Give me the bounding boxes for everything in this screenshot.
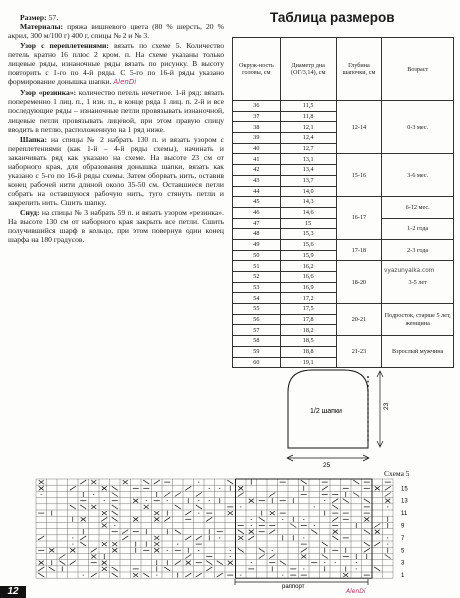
materials-label: Материалы: bbox=[20, 22, 64, 32]
stitch-symbol bbox=[364, 542, 370, 546]
stitch-symbol bbox=[112, 548, 117, 552]
stitch-symbol bbox=[133, 573, 138, 577]
stitch-symbol bbox=[206, 561, 212, 565]
stitch-symbol bbox=[269, 530, 275, 534]
stitch-symbol bbox=[154, 511, 159, 515]
stitch-symbol bbox=[39, 480, 44, 484]
header-diameter: Диаметр дна (ОГ/3,14), см bbox=[280, 38, 336, 101]
stitch-symbol bbox=[122, 530, 128, 534]
circumference-cell: 57 bbox=[233, 325, 281, 336]
stitch-symbol bbox=[238, 536, 243, 540]
circumference-cell: 39 bbox=[233, 133, 281, 144]
circumference-cell: 38 bbox=[233, 122, 281, 133]
diameter-cell: 17,5 bbox=[280, 304, 336, 315]
stitch-symbol bbox=[91, 555, 96, 559]
stitch-symbol bbox=[269, 493, 275, 497]
diameter-cell: 12,4 bbox=[280, 133, 336, 144]
diameter-cell: 14,0 bbox=[280, 186, 336, 197]
stitch-symbol bbox=[364, 517, 369, 521]
row-number: 15 bbox=[401, 486, 408, 493]
size-value: 57. bbox=[48, 13, 59, 22]
rib-pattern-paragraph bbox=[8, 88, 224, 133]
stitch-symbol bbox=[112, 493, 118, 497]
diameter-cell: 14,3 bbox=[280, 197, 336, 208]
header-circumference: Окруж-ность головы, см bbox=[233, 38, 281, 101]
chart-grid bbox=[36, 479, 393, 578]
row-number: 3 bbox=[401, 560, 405, 567]
size-table bbox=[232, 37, 454, 368]
stitch-symbol bbox=[164, 567, 170, 571]
stitch-symbol bbox=[144, 505, 149, 509]
age-cell: Подросток, старше 5 лет, женщина bbox=[382, 304, 454, 336]
cross-pattern-text: вязать по схеме 5. Количество петель кратно 16 плюс 2 кром. п. На схеме указаны только лицевые ряды, изнаночные ряды вязать по рисунку. В высоту повторить с 1-го по 4-й ряды. С 5-го по 16-й ряды указано формирование донышка шапки. bbox=[8, 41, 224, 87]
stitch-symbol bbox=[154, 536, 159, 540]
rib-pattern-text: количество петель нечетное. 1-й ряд: вязать попеременно 1 лиц. п., 1 изн. п., в конце ряда 1 лиц. п. 2-й и все последующие ряды – изнаночные петли провязывать изнаночной, лицевые петли провязывать лицевой, при этом правую спицу вводить в петлю, расположенную на 1 ряд ниже. bbox=[8, 88, 225, 134]
diameter-cell: 11,8 bbox=[280, 111, 336, 122]
row-number: 7 bbox=[401, 535, 405, 542]
diameter-cell: 12,7 bbox=[280, 143, 336, 154]
stitch-symbol bbox=[175, 493, 181, 497]
stitch-symbol bbox=[80, 542, 86, 546]
circumference-cell: 37 bbox=[233, 111, 281, 122]
stitch-symbol bbox=[332, 517, 338, 521]
stitch-symbol bbox=[228, 561, 233, 565]
scarf-paragraph bbox=[8, 208, 224, 244]
stitch-symbol bbox=[259, 555, 265, 559]
stitch-symbol bbox=[112, 567, 118, 571]
repeat-label: раппорт bbox=[282, 584, 305, 590]
stitch-symbol bbox=[364, 530, 370, 534]
diameter-cell: 19,1 bbox=[280, 357, 336, 368]
stitch-symbol bbox=[112, 517, 118, 521]
circumference-cell: 60 bbox=[233, 357, 281, 368]
knitting-chart bbox=[30, 478, 440, 594]
stitch-symbol bbox=[102, 542, 107, 546]
stitch-symbol bbox=[385, 555, 391, 559]
stitch-symbol bbox=[143, 573, 149, 577]
stitch-symbol bbox=[154, 517, 159, 521]
circumference-cell: 36 bbox=[233, 101, 281, 112]
stitch-symbol bbox=[374, 567, 380, 571]
stitch-symbol bbox=[133, 499, 138, 503]
stitch-symbol bbox=[112, 573, 118, 577]
stitch-symbol bbox=[332, 536, 338, 540]
half-cap-label: 1/2 шапки bbox=[310, 408, 342, 415]
stitch-symbol bbox=[311, 530, 317, 534]
scarf-text: на спицы № 3 набрать 59 п. и вязать узором «резинка». На высоте 130 см от наборного края закрыть все петли. Сшить получившийся шарф в кольцо, при этом повернув один конец шарфа на 180 градусов. bbox=[8, 207, 224, 245]
depth-cell: 16-17 bbox=[336, 197, 382, 240]
stitch-symbol bbox=[154, 542, 159, 546]
stitch-symbol bbox=[364, 548, 370, 552]
diameter-cell: 17,8 bbox=[280, 314, 336, 325]
stitch-symbol bbox=[122, 536, 128, 540]
circumference-cell: 50 bbox=[233, 250, 281, 261]
age-cell: Взрослый мужчина bbox=[382, 336, 454, 368]
stitch-symbol bbox=[374, 542, 380, 546]
diameter-cell: 15,6 bbox=[280, 239, 336, 250]
age-cell: 1-2 года bbox=[382, 218, 454, 239]
stitch-symbol bbox=[353, 480, 359, 484]
stitch-symbol bbox=[332, 499, 338, 503]
age-cell: 3-6 мес. bbox=[382, 154, 454, 197]
stitch-symbol bbox=[375, 486, 380, 490]
diameter-cell: 17,2 bbox=[280, 293, 336, 304]
stitch-symbol bbox=[102, 524, 107, 528]
diameter-cell: 15 bbox=[280, 218, 336, 229]
stitch-symbol bbox=[301, 480, 307, 484]
circumference-cell: 53 bbox=[233, 282, 281, 293]
scarf-label: Снуд: bbox=[20, 207, 40, 217]
stitch-symbol bbox=[259, 517, 265, 521]
diameter-cell: 15,9 bbox=[280, 250, 336, 261]
stitch-symbol bbox=[196, 505, 202, 509]
page-number: 12 bbox=[0, 586, 26, 598]
stitch-symbol bbox=[154, 548, 159, 552]
stitch-symbol bbox=[133, 517, 138, 521]
width-label: 25 bbox=[323, 462, 331, 468]
stitch-symbol bbox=[91, 480, 96, 484]
stitch-symbol bbox=[374, 524, 380, 528]
circumference-cell: 44 bbox=[233, 186, 281, 197]
stitch-symbol bbox=[164, 493, 170, 497]
diameter-cell: 13,4 bbox=[280, 165, 336, 176]
stitch-symbol bbox=[217, 573, 223, 577]
circumference-cell: 54 bbox=[233, 293, 281, 304]
diameter-cell: 16,2 bbox=[280, 261, 336, 272]
row-number: 13 bbox=[401, 498, 408, 505]
stitch-symbol bbox=[59, 561, 65, 565]
circumference-cell: 48 bbox=[233, 229, 281, 240]
header-depth: Глубина шапочки, см bbox=[336, 38, 382, 101]
stitch-symbol bbox=[249, 530, 254, 534]
diameter-cell: 15,3 bbox=[280, 229, 336, 240]
row-number: 1 bbox=[401, 573, 405, 580]
depth-cell: 12-14 bbox=[336, 101, 382, 154]
stitch-symbol bbox=[38, 567, 44, 571]
stitch-symbol bbox=[80, 480, 86, 484]
table-row bbox=[233, 101, 454, 112]
stitch-symbol bbox=[333, 530, 338, 534]
stitch-symbol bbox=[238, 530, 244, 534]
age-cell: 2-3 года bbox=[382, 239, 454, 260]
circumference-cell: 40 bbox=[233, 143, 281, 154]
stitch-symbol bbox=[102, 567, 107, 571]
stitch-symbol bbox=[164, 517, 170, 521]
stitch-symbol bbox=[270, 511, 275, 515]
table-header-row bbox=[233, 38, 454, 101]
stitch-symbol bbox=[290, 524, 296, 528]
stitch-symbol bbox=[322, 542, 328, 546]
size-label: Размер: bbox=[20, 13, 47, 22]
age-cell: 3-5 лет bbox=[382, 261, 454, 304]
stitch-symbol bbox=[238, 493, 244, 497]
watermark-text: AlenDi bbox=[113, 78, 137, 87]
stitch-symbol bbox=[38, 536, 44, 540]
chart-row-numbers bbox=[401, 486, 408, 579]
stitch-symbol bbox=[353, 493, 359, 497]
rib-pattern-label: Узор «резинка»: bbox=[20, 88, 77, 98]
circumference-cell: 46 bbox=[233, 207, 281, 218]
stitch-symbol bbox=[102, 511, 107, 515]
row-number: 9 bbox=[401, 523, 405, 530]
stitch-symbol bbox=[91, 573, 97, 577]
stitch-symbol bbox=[217, 561, 223, 565]
table-row bbox=[233, 197, 454, 208]
depth-cell: 18-20 bbox=[336, 261, 382, 304]
diameter-cell: 18,8 bbox=[280, 346, 336, 357]
table-row bbox=[233, 239, 454, 250]
hat-paragraph bbox=[8, 135, 224, 207]
stitch-symbol bbox=[322, 555, 328, 559]
depth-cell: 17-18 bbox=[336, 239, 382, 260]
stitch-symbol bbox=[102, 486, 107, 490]
diameter-cell: 16,6 bbox=[280, 272, 336, 283]
stitch-symbol bbox=[81, 517, 86, 521]
stitch-symbol bbox=[112, 505, 118, 509]
circumference-cell: 59 bbox=[233, 346, 281, 357]
stitch-symbol bbox=[80, 505, 86, 509]
circumference-cell: 56 bbox=[233, 314, 281, 325]
depth-cell: 20-21 bbox=[336, 304, 382, 336]
depth-cell: 21-23 bbox=[336, 336, 382, 368]
circumference-cell: 42 bbox=[233, 165, 281, 176]
stitch-symbol bbox=[238, 486, 243, 490]
stitch-symbol bbox=[385, 486, 391, 490]
cross-pattern-paragraph bbox=[8, 41, 224, 87]
stitch-symbol bbox=[238, 548, 244, 552]
instructions-column bbox=[8, 13, 224, 244]
hat-text: на спицы № 2 набрать 130 п. и вязать узором с переплетениями (как 1-й – 4-й ряды схемы), начинать и заканчивать ряд как указано на схеме. На высоте 23 см от наборного края, для образования донышка шапки, вязать как указано с 5-го по 16-й ряды схемы. Затем оборвать нить, оставив конец рабочей нити длиной около 35-50 см. Оставшиеся петли собрать на оставшуюся рабочую нить, туго стянуть петли и закрепить нить. Сшить шапку. bbox=[8, 134, 224, 207]
circumference-cell: 47 bbox=[233, 218, 281, 229]
materials-paragraph bbox=[8, 22, 224, 40]
diameter-cell: 16,9 bbox=[280, 282, 336, 293]
stitch-symbol bbox=[301, 548, 307, 552]
circumference-cell: 45 bbox=[233, 197, 281, 208]
stitch-symbol bbox=[49, 567, 55, 571]
stitch-symbol bbox=[70, 486, 76, 490]
stitch-symbol bbox=[59, 555, 65, 559]
diameter-cell: 13,1 bbox=[280, 154, 336, 165]
circumference-cell: 58 bbox=[233, 336, 281, 347]
stitch-symbol bbox=[280, 561, 286, 565]
stitch-symbol bbox=[343, 499, 349, 503]
stitch-symbol bbox=[343, 573, 348, 577]
stitch-symbol bbox=[123, 480, 128, 484]
stitch-symbol bbox=[185, 555, 191, 559]
circumference-cell: 51 bbox=[233, 261, 281, 272]
stitch-symbol bbox=[186, 561, 191, 565]
circumference-cell: 49 bbox=[233, 239, 281, 250]
size-paragraph bbox=[8, 13, 224, 22]
circumference-cell: 43 bbox=[233, 175, 281, 186]
stitch-symbol bbox=[70, 561, 76, 565]
stitch-symbol bbox=[206, 517, 212, 521]
diameter-cell: 18,5 bbox=[280, 336, 336, 347]
stitch-symbol bbox=[196, 536, 202, 540]
stitch-symbol bbox=[248, 536, 254, 540]
site-watermark: vyazunyaika.com bbox=[384, 268, 435, 274]
stitch-symbol bbox=[332, 505, 338, 509]
stitch-symbol bbox=[80, 536, 86, 540]
stitch-symbol bbox=[112, 511, 118, 515]
depth-cell: 15-16 bbox=[336, 154, 382, 197]
stitch-symbol bbox=[385, 493, 391, 497]
stitch-symbol bbox=[175, 530, 181, 534]
stitch-symbol bbox=[364, 499, 370, 503]
diameter-cell: 14,6 bbox=[280, 207, 336, 218]
stitch-symbol bbox=[322, 486, 328, 490]
stitch-symbol bbox=[206, 567, 212, 571]
stitch-symbol bbox=[175, 505, 181, 509]
stitch-symbol bbox=[196, 573, 202, 577]
stitch-symbol bbox=[39, 561, 44, 565]
table-row bbox=[233, 336, 454, 347]
hat-label: Шапка: bbox=[20, 134, 47, 144]
schema-label: Схема 5 bbox=[384, 469, 410, 478]
size-table-body bbox=[233, 101, 454, 368]
stitch-symbol bbox=[228, 511, 233, 515]
stitch-symbol bbox=[49, 548, 54, 552]
table-row bbox=[233, 304, 454, 315]
stitch-symbol bbox=[143, 480, 149, 484]
stitch-symbol bbox=[196, 493, 202, 497]
stitch-symbol bbox=[375, 530, 380, 534]
stitch-symbol bbox=[112, 486, 118, 490]
stitch-symbol bbox=[185, 536, 191, 540]
stitch-symbol bbox=[185, 486, 191, 490]
stitch-symbol bbox=[385, 499, 390, 503]
row-number: 5 bbox=[401, 548, 405, 555]
age-cell: 0-3 мес. bbox=[382, 101, 454, 154]
stitch-symbol bbox=[39, 486, 44, 490]
stitch-symbol bbox=[101, 517, 107, 521]
stitch-symbol bbox=[185, 511, 191, 515]
stitch-symbol bbox=[112, 542, 117, 546]
diameter-cell: 12,1 bbox=[280, 122, 336, 133]
stitch-symbol bbox=[227, 480, 233, 484]
stitch-symbol bbox=[70, 548, 75, 552]
chart-watermark: AlenDi bbox=[346, 588, 366, 594]
cap-diagram bbox=[260, 366, 420, 468]
circumference-cell: 52 bbox=[233, 272, 281, 283]
circumference-cell: 41 bbox=[233, 154, 281, 165]
stitch-symbol bbox=[154, 480, 160, 484]
stitch-symbol bbox=[259, 548, 265, 552]
stitch-symbol bbox=[301, 555, 306, 559]
diameter-cell: 13,7 bbox=[280, 175, 336, 186]
cross-pattern-label: Узор с переплетениями: bbox=[20, 41, 109, 51]
materials-text: пряжа вишневого цвета (80 % шерсть, 20 % акрил, 300 м/100 г) 400 г, спицы № 2 и № 3. bbox=[8, 22, 224, 41]
stitch-symbol bbox=[91, 505, 96, 509]
diameter-cell: 11,5 bbox=[280, 101, 336, 112]
stitch-symbol bbox=[38, 573, 44, 577]
stitch-symbol bbox=[102, 561, 107, 565]
table-row bbox=[233, 154, 454, 165]
height-label: 23 bbox=[383, 402, 390, 410]
circumference-cell: 55 bbox=[233, 304, 281, 315]
stitch-symbol bbox=[185, 573, 191, 577]
age-cell: 6-12 мес. bbox=[382, 197, 454, 218]
stitch-symbol bbox=[91, 548, 97, 552]
stitch-symbol bbox=[269, 555, 275, 559]
header-age: Возраст bbox=[382, 38, 454, 101]
stitch-symbol bbox=[70, 505, 76, 509]
diameter-cell: 18,2 bbox=[280, 325, 336, 336]
size-table-title: Таблица размеров bbox=[270, 10, 395, 25]
row-number: 11 bbox=[401, 511, 408, 518]
stitch-symbol bbox=[249, 499, 254, 503]
stitch-symbol bbox=[175, 561, 181, 565]
